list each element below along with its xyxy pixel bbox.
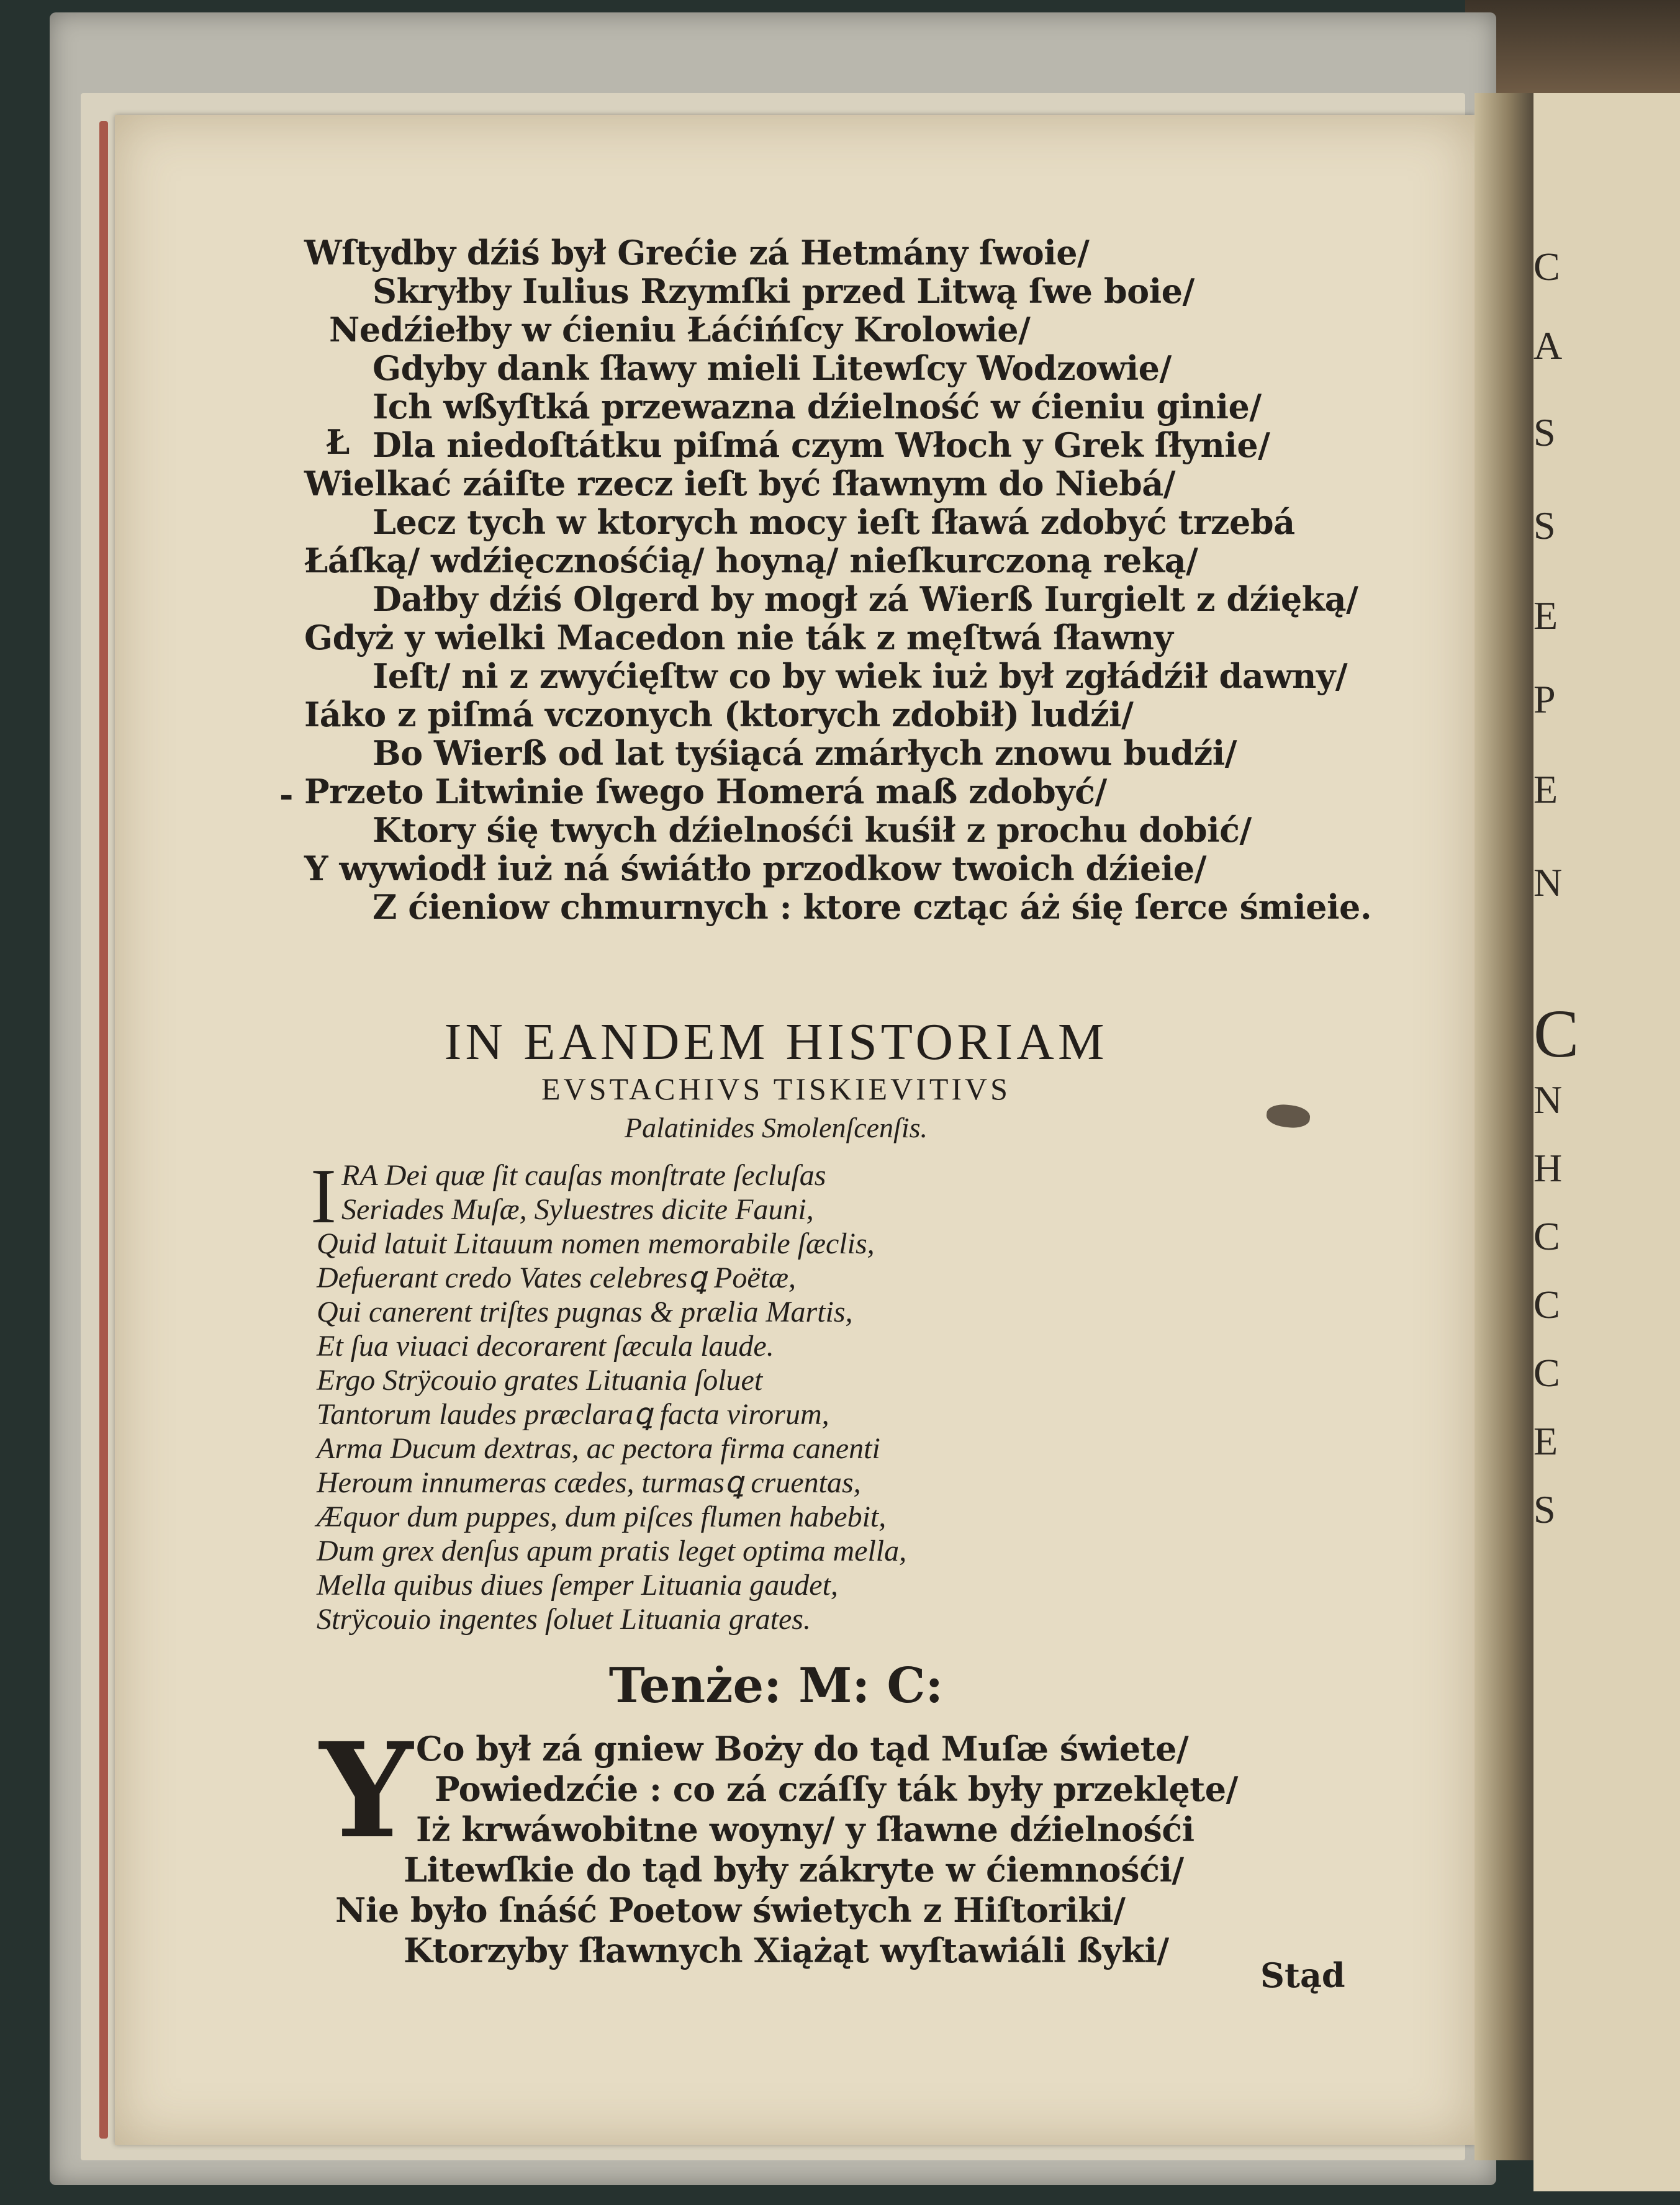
latin-line: Mella quibus diues ſemper Lituania gaudet, xyxy=(317,1569,838,1602)
facing-page-letter: N xyxy=(1533,1078,1563,1122)
facing-page-letter: S xyxy=(1533,410,1556,454)
latin-line: Quid latuit Litauum nomen memorabile ſæclis, xyxy=(317,1227,875,1260)
poem-line: Ktorzyby ſławnych Xiążąt wyſtawiáli ßyki/ xyxy=(404,1931,1169,1970)
latin-line: Qui canerent triſtes pugnas & prælia Martis, xyxy=(317,1296,853,1328)
author-subtitle: Palatinides Smolenſcenſis. xyxy=(624,1112,928,1143)
facing-page-edge xyxy=(1533,93,1680,2191)
facing-page-letter: H xyxy=(1533,1146,1563,1190)
facing-page-letter: S xyxy=(1533,1487,1556,1531)
margin-mark: Ł xyxy=(326,422,350,462)
latin-line: Strÿcouio ingentes ſoluet Lituania grates. xyxy=(317,1603,811,1636)
poem-line: Wſtydby dźiś był Grećie zá Hetmány ſwoie/ xyxy=(304,233,1090,273)
author-name: EVSTACHIVS TISKIEVITIVS xyxy=(541,1071,1011,1106)
poem-line: Ich wßyſtká przewazna dźielność w ćieniu ginie/ xyxy=(373,387,1262,426)
facing-page-letter: S xyxy=(1533,503,1556,548)
facing-page-letter: E xyxy=(1533,767,1558,811)
poem-line: Y wywiodł iuż ná świátło przodkow twoich dźieie/ xyxy=(304,849,1206,888)
poem-line: Ieſt/ ni z zwyćięſtw co by wiek iuż był zgłádźił dawny/ xyxy=(373,656,1348,696)
poem-line: Iáko z piſmá vczonych (ktorych zdobił) ludźi/ xyxy=(304,695,1134,734)
section-title: IN EANDEM HISTORIAM xyxy=(444,1013,1108,1071)
poem-line: Łáſką/ wdźięcznośćią/ hoyną/ nieſkurczoną reką/ xyxy=(304,541,1198,580)
poem-line: Lecz tych w ktorych mocy ieſt ſławá zdobyć trzebá xyxy=(373,502,1295,542)
facing-page-letter: P xyxy=(1533,677,1556,721)
latin-line: Æquor dum puppes, dum piſces flumen habebit, xyxy=(317,1500,887,1533)
facing-page-letter: A xyxy=(1533,323,1563,367)
poem-line: Powiedzćie : co zá czáſſy ták były przeklęte/ xyxy=(435,1769,1238,1809)
latin-line: RA Dei quæ ſit cauſas monſtrate ſecluſas xyxy=(341,1159,826,1192)
latin-line: Heroum innumeras cædes, turmasꝗ cruentas, xyxy=(317,1466,861,1499)
facing-page-letter: N xyxy=(1533,860,1563,904)
book-spine xyxy=(1465,0,1680,93)
poem-line: Nie było ſnáść Poetow świetych z Hiſtoriki/ xyxy=(335,1890,1126,1930)
poem-line: Bo Wierß od lat tyśiącá zmárłych znowu budźi/ xyxy=(373,733,1237,773)
poem-line: Skryłby Iulius Rzymſki przed Litwą ſwe boie/ xyxy=(373,271,1195,311)
section-heading: Tenże: M: C: xyxy=(608,1657,944,1714)
facing-page-letter: C xyxy=(1533,245,1560,289)
poem-line: Nedźiełby w ćieniu Łáćińſcy Krolowie/ xyxy=(329,310,1031,349)
facing-page-letter: C xyxy=(1533,1283,1560,1327)
latin-line: Dum grex denſus apum pratis leget optima mella, xyxy=(317,1535,907,1567)
latin-line: Tantorum laudes præclaraꝗ facta virorum, xyxy=(317,1398,829,1431)
poem-line: Iż krwáwobitne woyny/ y ſławne dźielnośći xyxy=(416,1810,1195,1849)
latin-line: Arma Ducum dextras, ac pectora firma canenti xyxy=(317,1432,880,1465)
poem-line: Ktory śię twych dźielnośći kuśił z prochu dobić/ xyxy=(373,810,1252,850)
poem-line: Przeto Litwinie ſwego Homerá maß zdobyć/ xyxy=(304,772,1107,811)
facing-page-letter: C xyxy=(1533,1351,1560,1395)
poem-line: Gdyż y wielki Macedon nie ták z męſtwá ſławny xyxy=(304,618,1173,657)
book-gutter xyxy=(1475,93,1537,2160)
drop-cap: I xyxy=(310,1153,336,1240)
facing-page-letter: E xyxy=(1533,593,1558,638)
catchword: Stąd xyxy=(1260,1955,1345,1995)
margin-mark: - xyxy=(279,775,294,814)
page-text xyxy=(279,233,1372,1974)
drop-cap: Y xyxy=(320,1714,413,1867)
latin-line: Seriades Muſæ, Syluestres dicite Fauni, xyxy=(341,1193,814,1226)
latin-line: Et ſua viuaci decorarent ſæcula laude. xyxy=(317,1330,774,1363)
latin-line: Ergo Strÿcouio grates Lituania ſoluet xyxy=(317,1364,763,1397)
red-page-edge xyxy=(99,121,108,2139)
facing-page-letter: E xyxy=(1533,1419,1558,1463)
facing-page-letter: C xyxy=(1533,996,1579,1071)
poem-line: Dla niedoſtátku piſmá czym Włoch y Grek ſłynie/ xyxy=(373,425,1270,465)
poem-line: Litewſkie do tąd były zákryte w ćiemnośći/ xyxy=(404,1850,1184,1890)
poem-line: Gdyby dank ſławy mieli Litewſcy Wodzowie/ xyxy=(373,348,1172,388)
poem-line: Z ćieniow chmurnych : ktore cztąc áż śię ſerce śmieie. xyxy=(373,887,1372,927)
poem-line: Dałby dźiś Olgerd by mogł zá Wierß Iurgielt z dźięką/ xyxy=(373,579,1358,619)
poem-line: Co był zá gniew Boży do tąd Muſæ świete/ xyxy=(416,1729,1189,1769)
facing-page-letter: C xyxy=(1533,1214,1560,1258)
latin-line: Defuerant credo Vates celebresꝗ Poëtæ, xyxy=(317,1261,797,1294)
poem-line: Wielkać záiſte rzecz ieſt być ſławnym do Niebá/ xyxy=(304,464,1175,503)
